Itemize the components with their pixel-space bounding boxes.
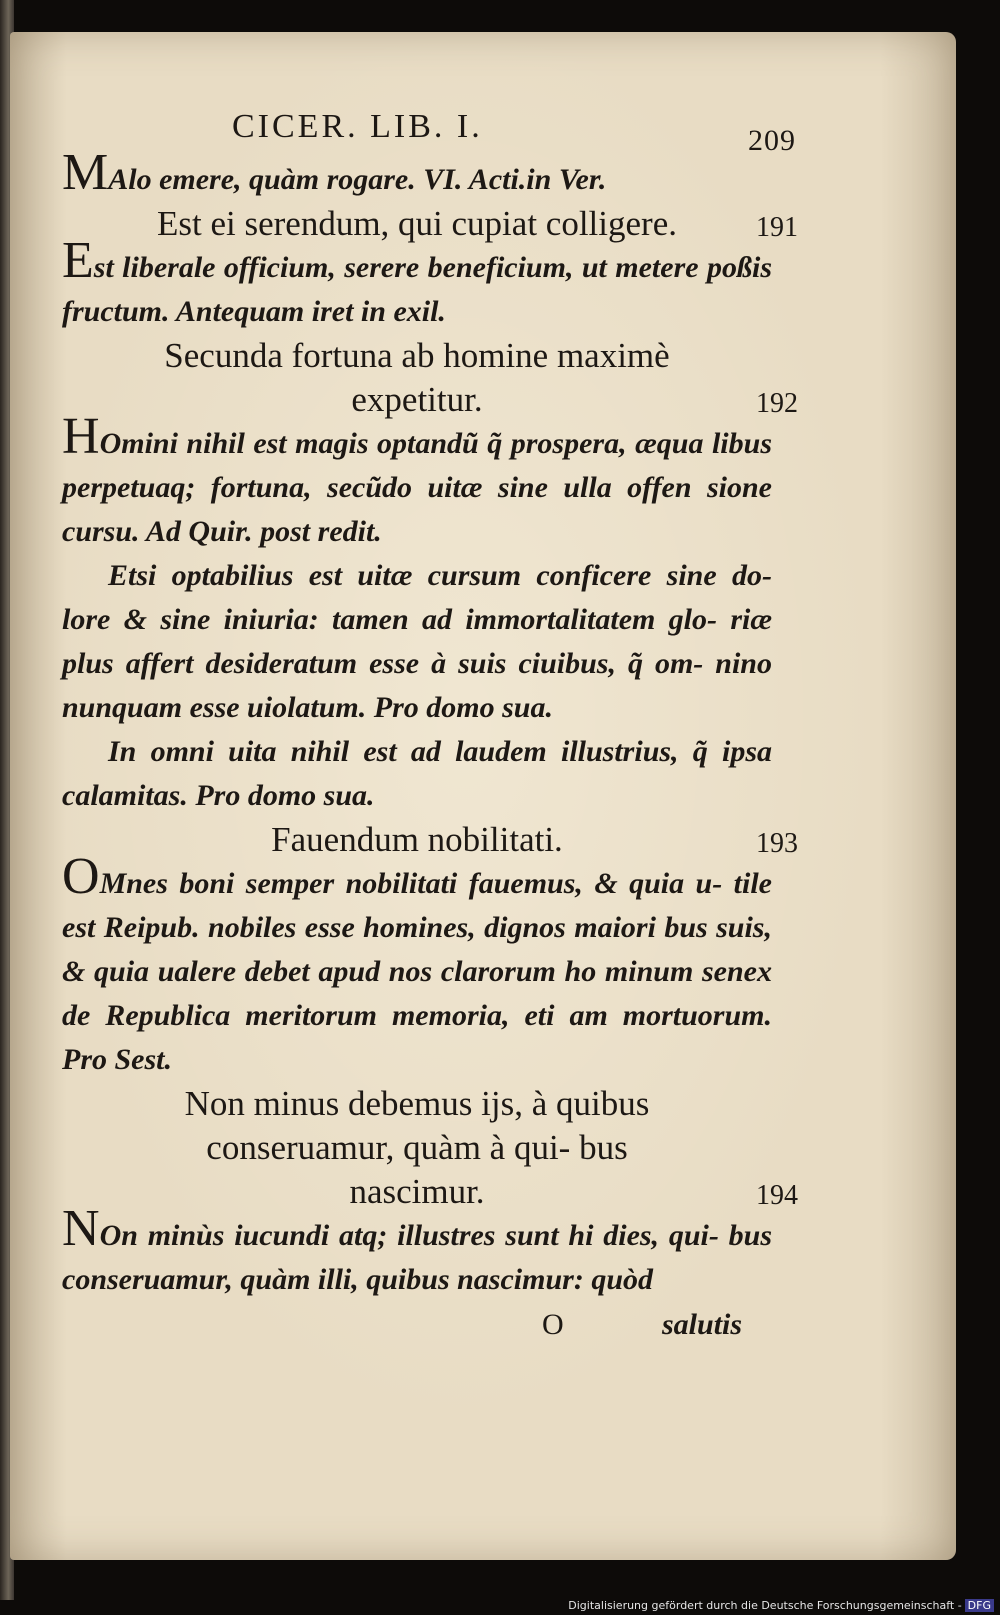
heading-text: Est ei serendum, qui cupiat colligere. — [157, 204, 677, 243]
heading-text: Secunda fortuna ab homine maximè expetitur. — [164, 336, 670, 419]
book-page — [10, 32, 956, 1560]
quote-text: On minùs iucundi atq; illustres sunt hi dies, qui- bus conseruamur, quàm illi, quibus nascimur: quòd — [62, 1219, 772, 1296]
heading-text: Fauendum nobilitati. — [271, 820, 563, 859]
initial-letter: H — [62, 408, 100, 465]
section-number: 191 — [756, 212, 798, 243]
quote-paragraph — [62, 1200, 772, 1302]
running-header — [62, 108, 796, 158]
section-heading — [62, 334, 798, 422]
section-number: 194 — [756, 1180, 798, 1211]
signature-mark: O — [542, 1308, 564, 1341]
section-heading — [62, 202, 798, 246]
section-number: 192 — [756, 388, 798, 419]
quote-text: Alo emere, quàm rogare. VI. Acti.in Ver. — [108, 163, 607, 196]
quote-paragraph — [62, 408, 772, 554]
quote-text: Mnes boni semper nobilitati fauemus, & quia u- tile est Reipub. nobiles esse homines, dignos maiori bus suis, & quia ualere debet apud nos clarorum ho minum senex de Republica meritorum memoria, eti am mortuorum. Pro Sest. — [62, 867, 772, 1076]
quote-paragraph — [62, 848, 772, 1082]
initial-letter: E — [62, 232, 94, 289]
section-heading — [62, 818, 798, 862]
catchword: salutis — [662, 1308, 743, 1341]
quote-text: st liberale officium, serere beneficium, ut metere poßis fructum. Antequam iret in exil. — [62, 251, 772, 328]
credit-text: Digitalisierung gefördert durch die Deutsche Forschungsgemeinschaft - — [568, 1599, 962, 1612]
page-number: 209 — [748, 124, 796, 157]
body-paragraph: In omni uita nihil est ad laudem illustrius, q̃ ipsa calamitas. Pro domo sua. — [62, 735, 772, 812]
quote-paragraph — [62, 232, 772, 334]
page-text — [62, 108, 798, 1352]
running-title: CICER. LIB. I. — [232, 108, 483, 145]
quote-paragraph — [62, 144, 772, 202]
initial-letter: N — [62, 1200, 100, 1257]
initial-letter: O — [62, 848, 100, 905]
section-number: 193 — [756, 828, 798, 859]
digitization-credit — [568, 1599, 994, 1612]
body-paragraph: Etsi optabilius est uitæ cursum conficere sine do- lore & sine iniuria: tamen ad immortalitatem glo- riæ plus affert desideratum esse à suis ciuibus, q̃ om- nino nunquam esse uiolatum. Pro domo sua. — [62, 559, 772, 724]
initial-letter: M — [62, 144, 109, 201]
quote-text: Omini nihil est magis optandũ q̃ prospera, æqua libus perpetuaq; fortuna, secũdo uitæ sine ulla offen sione cursu. Ad Quir. post redit. — [62, 427, 772, 548]
catchline — [62, 1302, 772, 1352]
section-heading — [62, 1082, 798, 1214]
dfg-logo: DFG — [965, 1599, 994, 1612]
heading-text: Non minus debemus ijs, à quibus conseruamur, quàm à qui- bus nascimur. — [184, 1084, 650, 1211]
